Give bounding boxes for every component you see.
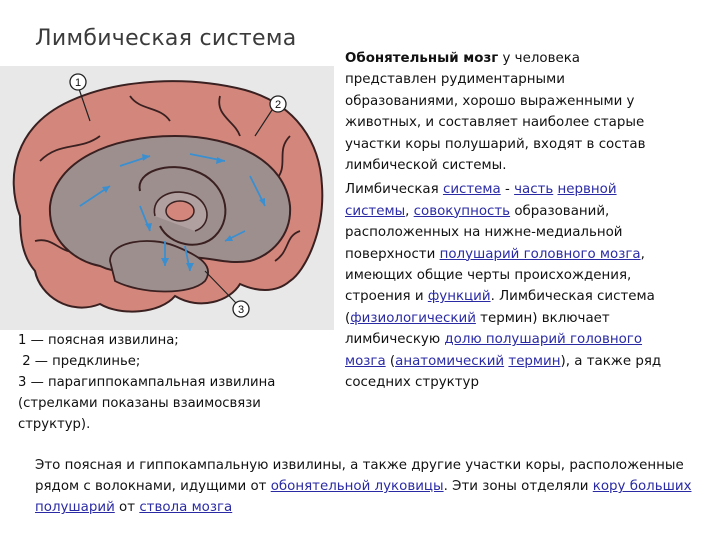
link-cerebral-hemispheres[interactable]: полушарий головного мозга — [439, 246, 641, 262]
text-span: Это поясная и гиппокампальную извилины, а также другие участки коры, расположенные рядом с волокнами, идущими от — [35, 458, 684, 495]
limbic-paragraph — [345, 179, 675, 393]
marker-label: 3 — [237, 304, 245, 316]
link-brainstem[interactable]: ствола мозга — [139, 500, 233, 516]
link-physiological[interactable]: физиологический — [350, 310, 476, 326]
caption-line: (стрелками показаны взаимосвязи — [18, 396, 261, 411]
text-span: ), а также ряд соседних структур — [345, 353, 662, 391]
limbic-system-figure — [0, 66, 334, 330]
link-totality[interactable]: совокупность — [413, 203, 511, 219]
text-span: от — [114, 500, 140, 516]
link-functions[interactable]: функций — [427, 289, 491, 305]
link-lobe[interactable]: долю полушарий головного мозга — [345, 332, 643, 369]
bottom-paragraph — [35, 455, 700, 519]
caption-line: 1 — поясная извилина; — [18, 333, 179, 348]
marker-label: 2 — [274, 99, 282, 111]
text-span: - — [500, 182, 515, 198]
text-span: . Эти зоны отделяли — [443, 479, 593, 495]
text-span: , — [405, 203, 414, 219]
text-span: образований, расположенных на нижне-медиальной поверхности — [345, 203, 623, 262]
brain-illustration — [0, 66, 334, 330]
text-span: , имеющих общие черты происхождения, строения и — [345, 246, 645, 305]
caption-line: 2 — предклинье; — [18, 354, 141, 369]
link-system[interactable]: система — [442, 182, 501, 198]
olfactory-paragraph — [345, 48, 675, 176]
text-span: Лимбическая — [345, 182, 443, 198]
link-anatomical[interactable]: анатомический — [395, 353, 505, 369]
corpus-callosum-inner — [166, 201, 194, 221]
link-term[interactable]: термин — [508, 353, 561, 369]
link-olfactory-bulb[interactable]: обонятельной луковицы — [270, 479, 444, 495]
description-column — [345, 48, 675, 394]
link-cerebral-cortex[interactable]: кору больших полушарий — [35, 479, 692, 516]
link-part[interactable]: часть — [514, 182, 554, 198]
olfactory-term: Обонятельный мозг — [345, 51, 499, 66]
link-nervous-system[interactable]: нервной системы — [345, 182, 617, 219]
olfactory-text: у человека представлен рудиментарными образованиями, хорошо выраженными у животных, и составляет наиболее старые участки коры полушарий, входят в состав лимбической системы. — [345, 51, 646, 174]
page-title: Лимбическая система — [35, 26, 297, 51]
marker-label: 1 — [74, 77, 82, 89]
figure-caption — [18, 330, 318, 435]
caption-line: структур). — [18, 417, 91, 432]
text-span: ( — [385, 353, 396, 369]
text-span: термин) включает лимбическую — [345, 310, 610, 348]
text-span: . Лимбическая система ( — [345, 289, 655, 326]
caption-line: 3 — парагиппокампальная извилина — [18, 375, 276, 390]
